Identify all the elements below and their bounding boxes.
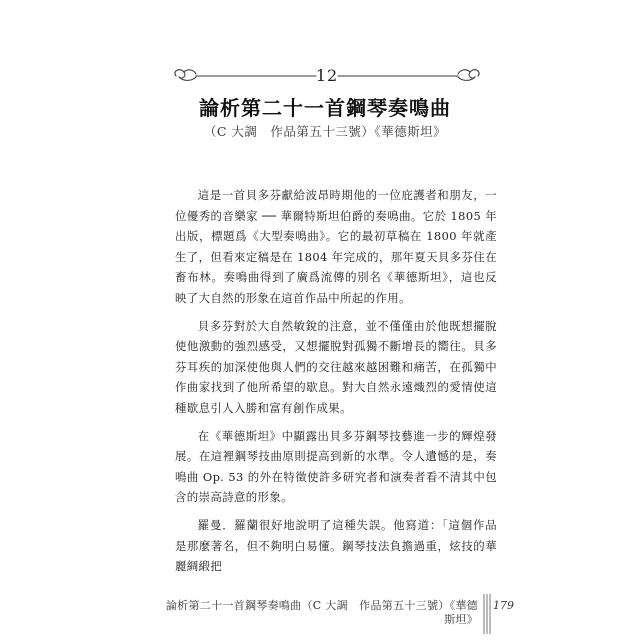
page-number: 179: [493, 599, 514, 612]
body-text: [175, 185, 497, 584]
paragraph: 羅曼．羅蘭很好地說明了這種失誤。他寫道：「這個作品是那麼著名，但不夠明白易懂。鋼琴技法負擔過重，炫技的華麗綢緞把: [175, 517, 497, 574]
paragraph: 貝多芬對於大自然敏銳的注意，並不僅僅由於他既想擺脫使他激動的強烈感受，又想擺脫對孤獨不斷增長的嚮往。貝多芬耳疾的加深使他與人們的交往越來越困難和痛苦，在孤獨中作曲家找到了他所希望的歇息。對大自然永遠熾烈的愛情使這種歇息引人入勝和富有創作成果。: [175, 318, 497, 415]
paragraph: 在《華德斯坦》中顯露出貝多芬鋼琴技藝進一步的輝煌發展。在這裡鋼琴技曲原則提高到新的水準。令人遺憾的是，奏鳴曲 Op. 53 的外在特徵使許多研究者和演奏者看不清其中包含的崇高詩意的形象。: [175, 428, 497, 505]
chapter-number: 12: [315, 66, 339, 85]
footer-bars-ornament: [482, 594, 492, 634]
running-footer-title: 論析第二十一首鋼琴奏鳴曲（C 大調 作品第五十三號）《華德斯坦》: [165, 599, 478, 626]
chapter-subtitle: （C 大調 作品第五十三號）《華德斯坦》: [203, 124, 447, 139]
paragraph: 這是一首貝多芬獻給波昂時期他的一位庇護者和朋友，一位優秀的音樂家 ── 華爾特斯坦伯爵的奏鳴曲。它於 1805 年出版，標題爲《大型奏鳴曲》。它的最初草稿在 1800 年就產生了，但看來定稿是在 1804 年完成的，那年夏天貝多芬住在畜布林。奏鳴曲得到了廣爲流傳的別名《華德斯坦》，這也反映了大自然的形象在這首作品中所起的作用。: [175, 188, 497, 305]
chapter-header-ornament: [170, 62, 484, 90]
chapter-title: 論析第二十一首鋼琴奏鳴曲: [199, 96, 451, 120]
